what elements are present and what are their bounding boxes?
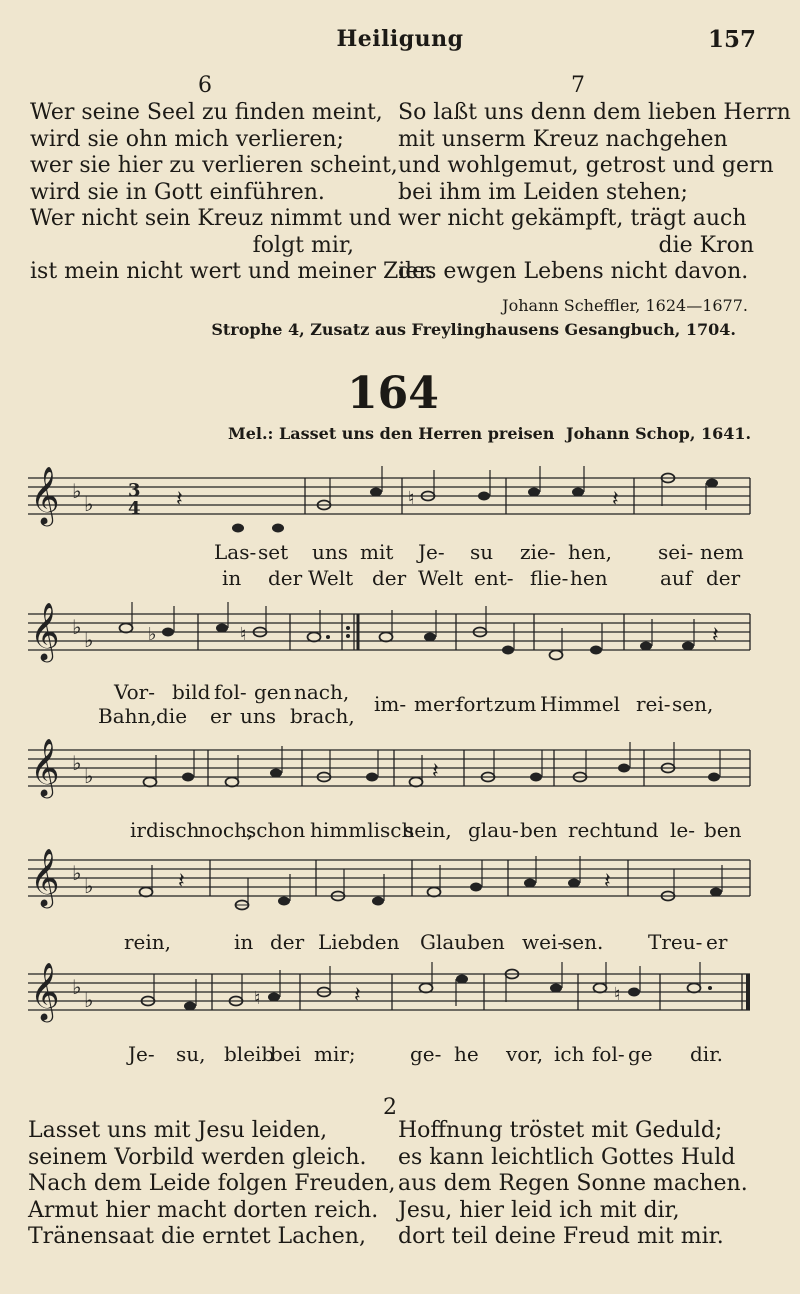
verse-line: wer sie hier zu verlieren scheint, — [30, 153, 398, 178]
page-number: 157 — [707, 26, 756, 53]
note — [706, 479, 718, 488]
addition-credit: Strophe 4, Zusatz aus Freylinghausens Gesangbuch, 1704. — [211, 320, 736, 339]
verse-line: die Kron — [658, 232, 754, 258]
note — [594, 984, 607, 993]
flat-sign: ♭ — [84, 764, 94, 788]
lyric-syllable: rei- — [636, 692, 671, 716]
verse-line: Hoffnung tröstet mit Geduld; — [398, 1118, 723, 1143]
note — [140, 888, 153, 897]
lyric-syllable: rein, — [124, 930, 172, 954]
lyric-syllable: in — [222, 566, 242, 590]
lyric-syllable: der — [268, 566, 303, 590]
lyric-syllable: Treu- — [648, 930, 703, 954]
lyric-syllable: dir. — [690, 1042, 723, 1066]
verse-line: es kann leichtlich Gottes Huld — [398, 1144, 736, 1170]
verse-line: Lasset uns mit Jesu leiden, — [28, 1118, 328, 1143]
lyric-syllable: er — [210, 704, 232, 728]
lyric-syllable: sen. — [562, 930, 604, 954]
treble-clef-icon: 𝄞 — [30, 466, 60, 524]
lyric-syllable: he — [454, 1042, 479, 1066]
stanza-7 — [398, 72, 791, 286]
quarter-rest: 𝄽 — [432, 759, 439, 784]
lyric-syllable: bild — [172, 680, 211, 704]
dot — [326, 635, 330, 639]
note — [366, 773, 378, 782]
staff-lines — [28, 860, 750, 896]
note — [550, 984, 562, 993]
lyric-syllable: wei- — [522, 930, 565, 954]
lyric-syllable: in — [234, 930, 254, 954]
verse-line: mit unserm Kreuz nachgehen — [398, 126, 728, 152]
lyric-syllable: vor, — [506, 1042, 544, 1066]
lyric-syllable: Vor- — [114, 680, 155, 704]
lyric-syllable: den — [362, 930, 400, 954]
note — [226, 778, 239, 787]
verse-line: aus dem Regen Sonne machen. — [398, 1171, 748, 1196]
verse-line: bei ihm im Leiden stehen; — [398, 179, 688, 205]
verse-line: Tränensaat die erntet Lachen, — [28, 1224, 366, 1249]
note — [162, 628, 174, 637]
dot — [708, 986, 712, 990]
stanza-number: 6 — [198, 73, 212, 98]
lyric-syllable: auf — [660, 566, 693, 590]
stanza-number: 2 — [383, 1095, 397, 1120]
verse-line: wird sie in Gott einführen. — [30, 179, 325, 205]
lyric-syllable: Lieb — [318, 930, 363, 954]
lyric-syllable: ge- — [410, 1042, 442, 1066]
lyric-syllable: noch, — [198, 818, 254, 842]
lyric-syllable: glau- — [468, 818, 519, 842]
note — [618, 764, 630, 773]
quarter-rest: 𝄽 — [176, 487, 183, 512]
flat-sign: ♭ — [72, 479, 82, 503]
lyric-syllable: mer- — [414, 692, 462, 716]
verse-line: So laßt uns denn dem lieben Herrn — [398, 100, 791, 125]
note — [528, 488, 540, 497]
lyric-syllable: mit — [360, 540, 394, 564]
time-signature-top: 3 — [128, 480, 141, 501]
lyric-syllable: schon — [246, 818, 306, 842]
lyric-syllable: nem — [700, 540, 744, 564]
stanza-2 — [20, 1094, 750, 1249]
note — [478, 492, 490, 501]
note — [120, 624, 133, 633]
lyric-syllable: fort — [456, 692, 494, 716]
lyric-syllable: recht — [568, 818, 622, 842]
lyric-syllable: der — [270, 930, 305, 954]
treble-clef-icon: 𝄞 — [30, 738, 60, 796]
lyric-syllable: Bahn, — [98, 704, 157, 728]
note — [424, 633, 436, 642]
lyric-syllable: der — [706, 566, 741, 590]
treble-clef-icon: 𝄞 — [30, 962, 60, 1020]
quarter-rest: 𝄽 — [712, 623, 719, 648]
running-head: Heiligung — [336, 26, 464, 52]
lyric-syllable: uns — [312, 540, 349, 564]
flat-sign: ♭ — [84, 628, 94, 652]
note — [708, 773, 720, 782]
lyric-syllable: sei- — [658, 540, 694, 564]
lyric-syllable: flie- — [530, 566, 569, 590]
verse-line: Nach dem Leide folgen Freuden, — [28, 1171, 396, 1196]
note — [524, 879, 536, 888]
lyric-syllable: Welt — [418, 566, 464, 590]
composer-credit: Johann Schop, 1641. — [566, 424, 752, 443]
lyric-syllable: ben — [520, 818, 558, 842]
author-credit: Johann Scheffler, 1624—1677. — [502, 296, 748, 315]
lyric-syllable: fol- — [214, 680, 247, 704]
verse-line: des ewgen Lebens nicht davon. — [398, 259, 749, 284]
lyric-syllable: bei — [270, 1042, 302, 1066]
flat-sign: ♭ — [72, 975, 82, 999]
lyric-syllable: irdisch — [130, 818, 200, 842]
lyric-syllable: brach, — [290, 704, 355, 728]
note — [640, 642, 652, 651]
lyric-syllable: mir; — [314, 1042, 356, 1066]
natural-sign: ♮ — [254, 988, 261, 1009]
music-staff-5 — [28, 962, 756, 1046]
lyric-syllable: gen — [254, 680, 292, 704]
note — [270, 769, 282, 778]
flat-sign: ♭ — [72, 861, 82, 885]
note — [410, 778, 423, 787]
flat-sign: ♭ — [84, 492, 94, 516]
note — [144, 778, 157, 787]
verse-line: wer nicht gekämpft, trägt auch — [398, 206, 747, 231]
note — [268, 993, 280, 1002]
staff-lines — [28, 750, 750, 786]
note — [308, 633, 321, 642]
lyric-syllable: sen, — [672, 692, 714, 716]
flat-sign: ♭ — [148, 624, 157, 645]
lyric-syllable: der — [372, 566, 407, 590]
lyric-syllable: er — [706, 930, 728, 954]
lyric-syllable: su — [470, 540, 494, 564]
lyric-syllable: bleib — [224, 1042, 275, 1066]
verse-line: Wer nicht sein Kreuz nimmt und — [30, 206, 392, 231]
quarter-rest: 𝄽 — [604, 869, 611, 894]
note — [628, 988, 640, 997]
note — [456, 975, 468, 984]
treble-clef-icon: 𝄞 — [30, 848, 60, 906]
quarter-rest: 𝄽 — [354, 983, 361, 1008]
note — [370, 488, 382, 497]
note — [682, 642, 694, 651]
note — [380, 633, 393, 642]
lyric-syllable: Las- — [214, 540, 257, 564]
verse-line: dort teil deine Freud mit mir. — [398, 1224, 724, 1249]
note — [216, 624, 228, 633]
note — [428, 888, 441, 897]
lyric-syllable: zum — [494, 692, 537, 716]
flat-sign: ♭ — [72, 751, 82, 775]
note — [184, 1002, 196, 1011]
lyric-syllable: fol- — [592, 1042, 625, 1066]
stanza-number: 7 — [571, 73, 585, 98]
stanza-6 — [30, 72, 434, 286]
lyric-syllable: die — [156, 704, 188, 728]
lyric-syllable: im- — [374, 692, 407, 716]
lyric-syllable: set — [258, 540, 289, 564]
lyric-syllable: und — [620, 818, 659, 842]
lyric-syllable: ben — [704, 818, 742, 842]
lyric-syllable: hen, — [568, 540, 612, 564]
verse-line: und wohlgemut, getrost und gern — [398, 153, 774, 178]
treble-clef-icon: 𝄞 — [30, 602, 60, 660]
melody-reference: Mel.: Lasset uns den Herren preisen — [228, 424, 555, 443]
note — [530, 773, 542, 782]
lyric-syllable: Je- — [418, 540, 445, 564]
quarter-rest: 𝄽 — [178, 869, 185, 894]
lyric-syllable: ent- — [474, 566, 514, 590]
lyric-syllable: himmlisch — [310, 818, 415, 842]
lyric-syllable: zie- — [520, 540, 556, 564]
flat-sign: ♭ — [72, 615, 82, 639]
music-staff-2 — [28, 602, 756, 686]
lyric-syllable: uns — [240, 704, 277, 728]
note — [688, 984, 701, 993]
music-staff-3 — [28, 738, 756, 822]
note — [420, 984, 433, 993]
flat-sign: ♭ — [84, 988, 94, 1012]
lyric-syllable: ge — [628, 1042, 653, 1066]
verse-line: wird sie ohn mich verlieren; — [30, 126, 344, 152]
lyric-syllable: hen — [570, 566, 608, 590]
quarter-rest: 𝄽 — [612, 487, 619, 512]
flat-sign: ♭ — [84, 874, 94, 898]
note — [572, 488, 584, 497]
lyric-syllable: le- — [670, 818, 695, 842]
stanza-2-left — [28, 1118, 396, 1251]
note — [550, 651, 563, 660]
lyric-syllable: su, — [176, 1042, 206, 1066]
verse-line: Wer seine Seel zu finden meint, — [30, 100, 383, 125]
natural-sign: ♮ — [240, 624, 247, 645]
lyric-syllable: nach, — [294, 680, 350, 704]
verse-line: Jesu, hier leid ich mit dir, — [398, 1197, 680, 1223]
note — [710, 888, 722, 897]
note — [372, 897, 384, 906]
verse-line: folgt mir, — [252, 232, 354, 258]
music-staff-1 — [28, 466, 756, 550]
natural-sign: ♮ — [408, 488, 415, 509]
verse-line: seinem Vorbild werden gleich. — [28, 1144, 367, 1170]
lyric-syllable: Glauben — [420, 930, 505, 954]
note — [502, 646, 514, 655]
lyric-syllable: Himmel — [540, 692, 620, 716]
note — [568, 879, 580, 888]
note — [590, 646, 602, 655]
natural-sign: ♮ — [614, 984, 621, 1005]
staff-lines — [28, 974, 750, 1010]
lyric-syllable: sein, — [404, 818, 452, 842]
lyric-syllable: Welt — [308, 566, 354, 590]
note — [278, 897, 290, 906]
stanza-2-right — [398, 1118, 758, 1251]
lyric-syllable: ich — [554, 1042, 585, 1066]
verse-line: Armut hier macht dorten reich. — [28, 1197, 379, 1223]
verse-line: ist mein nicht wert und meiner Zier. — [30, 259, 434, 284]
note — [470, 883, 482, 892]
lyric-syllable: Je- — [128, 1042, 155, 1066]
time-signature-bottom: 4 — [128, 498, 141, 519]
music-staff-4 — [28, 848, 756, 932]
note — [182, 773, 194, 782]
hymn-number: 164 — [347, 368, 439, 419]
